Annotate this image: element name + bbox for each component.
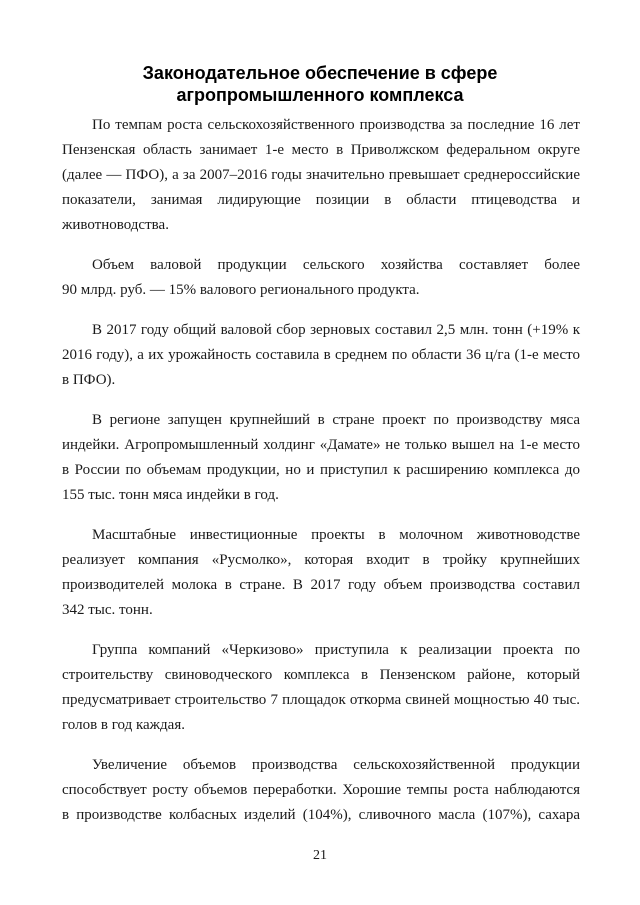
text-line: Группа компаний «Черкизово» приступила к реализации проекта по — [92, 642, 580, 658]
text-line: 2016 году), а их урожайность составила в среднем по области 36 ц/га (1-е место — [62, 347, 580, 363]
paragraph — [62, 113, 580, 238]
text-line: предусматривает строительство 7 площадок откорма свиней мощностью 40 тыс. — [62, 692, 580, 708]
text-line: в производстве колбасных изделий (104%), сливочного масла (107%), сахара — [62, 807, 580, 823]
text-line: в России по объемам продукции, но и приступил к расширению комплекса до — [62, 462, 580, 478]
text-line: 342 тыс. тонн. — [62, 602, 153, 618]
text-line: животноводства. — [62, 217, 169, 233]
text-line: По темпам роста сельскохозяйственного производства за последние 16 лет — [92, 117, 580, 133]
paragraph — [62, 253, 580, 303]
text-line: В 2017 году общий валовой сбор зерновых составил 2,5 млн. тонн (+19% к — [92, 322, 580, 338]
document-title — [60, 62, 580, 106]
text-line: голов в год каждая. — [62, 717, 185, 733]
text-line: показатели, занимая лидирующие позиции в области птицеводства и — [62, 192, 580, 208]
text-line: 155 тыс. тонн мяса индейки в год. — [62, 487, 279, 503]
text-line: реализует компания «Русмолко», которая входит в тройку крупнейших — [62, 552, 580, 568]
paragraph — [62, 318, 580, 393]
paragraph — [62, 408, 580, 508]
text-line: 90 млрд. руб. — 15% валового регионального продукта. — [62, 282, 420, 298]
title-line: агропромышленного комплекса — [176, 85, 464, 105]
document-body — [62, 113, 580, 843]
text-line: В регионе запущен крупнейший в стране проект по производству мяса — [92, 412, 580, 428]
text-line: способствует росту объемов переработки. Хорошие темпы роста наблюдаются — [62, 782, 580, 798]
text-line: производителей молока в стране. В 2017 году объем производства составил — [62, 577, 580, 593]
paragraph — [62, 753, 580, 828]
paragraph — [62, 638, 580, 738]
title-line: Законодательное обеспечение в сфере — [142, 63, 498, 83]
text-line: Масштабные инвестиционные проекты в молочном животноводстве — [92, 527, 580, 543]
text-line: в ПФО). — [62, 372, 116, 388]
page-number: 21 — [313, 848, 327, 863]
text-line: (далее — ПФО), а за 2007–2016 годы значительно превышает среднероссийские — [62, 167, 580, 183]
paragraph — [62, 523, 580, 623]
text-line: индейки. Агропромышленный холдинг «Дамате» не только вышел на 1-е место — [62, 437, 580, 453]
text-line: Пензенская область занимает 1-е место в Приволжском федеральном округе — [62, 142, 580, 158]
text-line: строительству свиноводческого комплекса в Пензенском районе, который — [62, 667, 580, 683]
text-line: Объем валовой продукции сельского хозяйства составляет более — [92, 257, 580, 273]
text-line: Увеличение объемов производства сельскохозяйственной продукции — [92, 757, 580, 773]
